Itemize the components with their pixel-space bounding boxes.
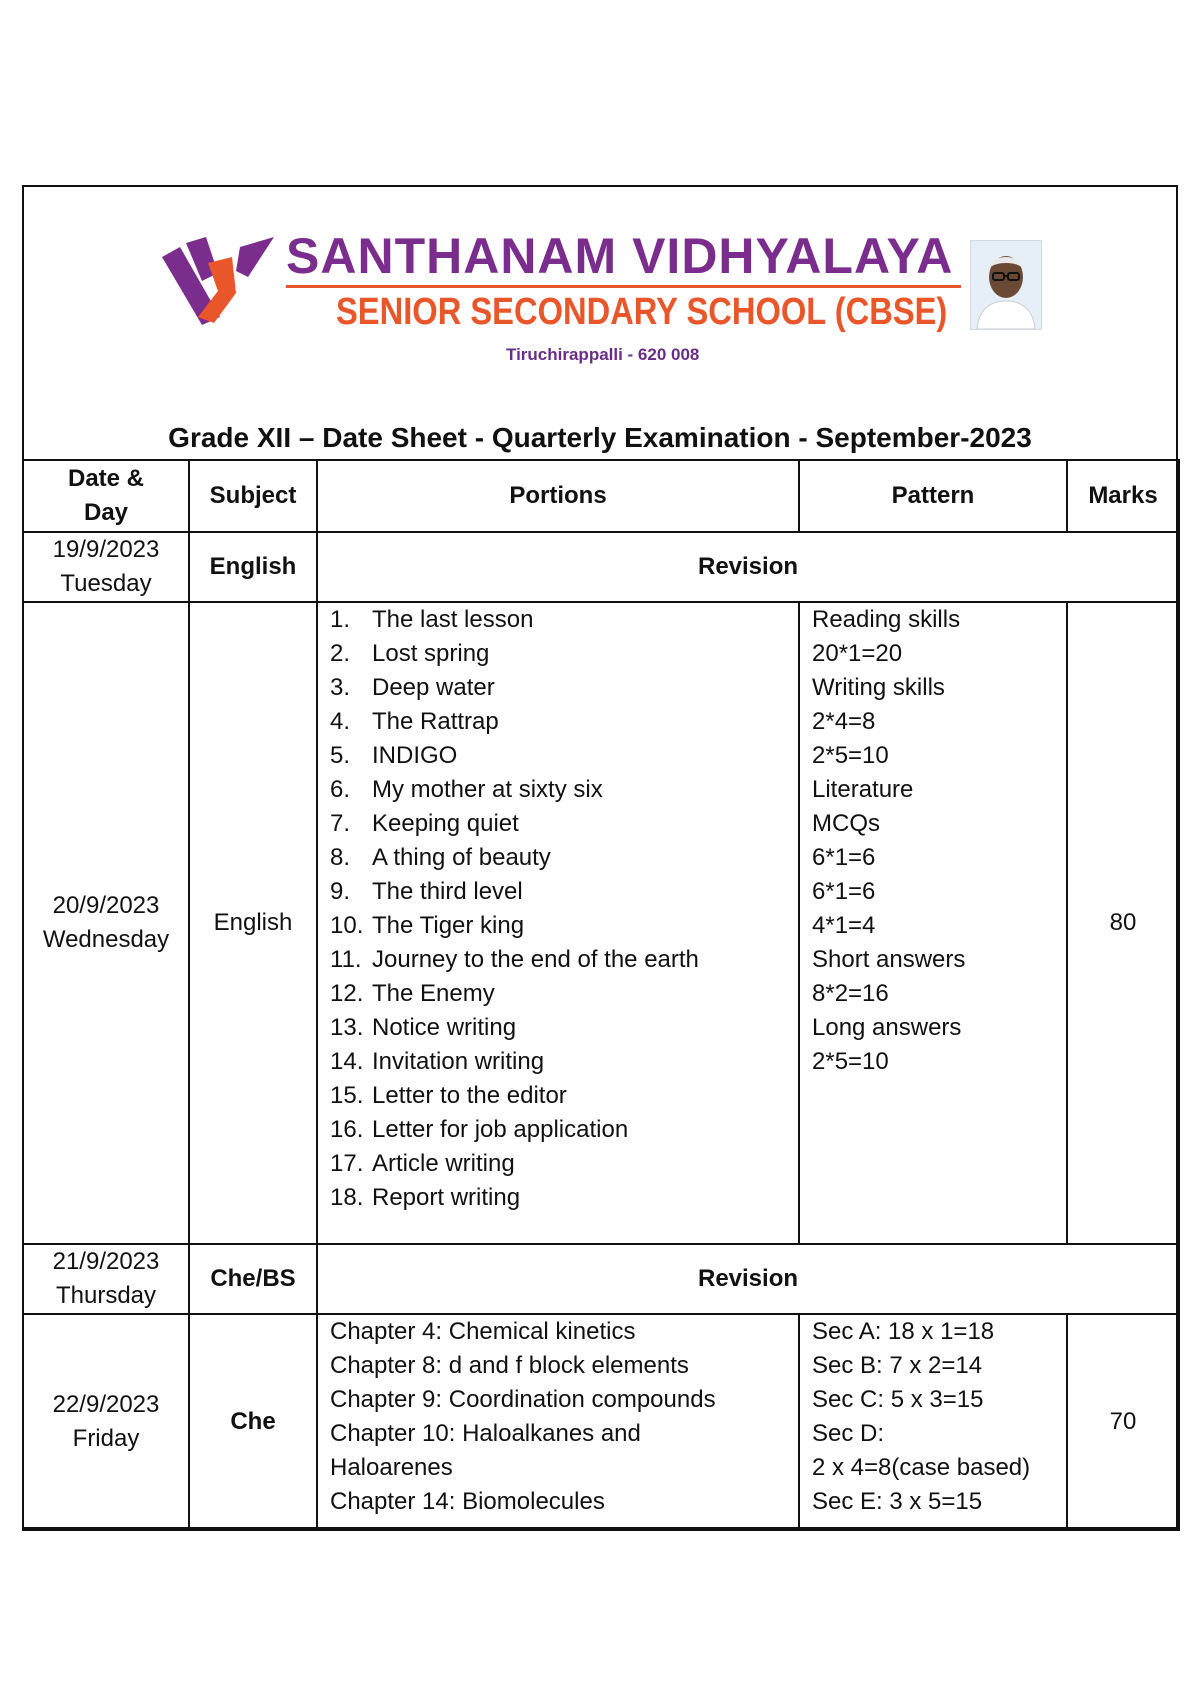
pattern-line: 2*4=8 — [812, 708, 876, 735]
school-city: Tiruchirappalli - 620 008 — [506, 345, 700, 364]
pattern-line: Writing skills — [812, 674, 945, 701]
item-text: Letter for job application — [372, 1116, 629, 1143]
header-rule — [286, 285, 961, 288]
item-text: Article writing — [372, 1150, 515, 1177]
day: Thursday — [55, 1282, 157, 1309]
pattern-line: 4*1=4 — [812, 912, 876, 939]
item-text: The Enemy — [372, 980, 495, 1007]
pattern-line: Literature — [812, 776, 914, 803]
item-text: The last lesson — [372, 606, 534, 633]
item-number: 14. — [330, 1048, 364, 1075]
pattern-line: Sec E: 3 x 5=15 — [812, 1488, 983, 1515]
school-header — [24, 187, 1176, 459]
list-item — [330, 773, 798, 807]
list-item — [330, 1181, 798, 1215]
portion-line: Haloarenes — [330, 1454, 453, 1481]
portions-cell — [317, 602, 799, 1244]
list-item — [330, 841, 798, 875]
pattern-line: Sec C: 5 x 3=15 — [812, 1386, 984, 1413]
col-date-line-1: Date & — [67, 465, 145, 492]
date-cell — [23, 1314, 189, 1530]
item-number: 2. — [330, 640, 351, 667]
table-row — [23, 1314, 1179, 1530]
list-item — [330, 671, 798, 705]
portion-line: Chapter 8: d and f block elements — [330, 1352, 689, 1379]
subject-cell: English — [189, 602, 317, 1244]
portion-line: Chapter 14: Biomolecules — [330, 1488, 605, 1515]
item-number: 18. — [330, 1184, 364, 1211]
pattern-line: 6*1=6 — [812, 844, 876, 871]
list-item — [330, 909, 798, 943]
date-sheet — [22, 185, 1178, 1529]
item-number: 13. — [330, 1014, 364, 1041]
item-text: Notice writing — [372, 1014, 517, 1041]
col-pattern-header: Pattern — [799, 460, 1067, 532]
pattern-line: Sec B: 7 x 2=14 — [812, 1352, 983, 1379]
date-cell — [23, 532, 189, 602]
list-item — [330, 977, 798, 1011]
item-number: 12. — [330, 980, 364, 1007]
list-item — [330, 943, 798, 977]
subject-cell: English — [189, 532, 317, 602]
item-text: Invitation writing — [372, 1048, 545, 1075]
date-cell — [23, 1244, 189, 1314]
pattern-line: 8*2=16 — [812, 980, 889, 1007]
item-number: 4. — [330, 708, 351, 735]
marks-cell: 70 — [1067, 1314, 1179, 1530]
subject-cell: Che — [189, 1314, 317, 1530]
item-number: 1. — [330, 606, 351, 633]
date: 20/9/2023 — [52, 892, 160, 919]
pattern-line: 6*1=6 — [812, 878, 876, 905]
item-text: A thing of beauty — [372, 844, 551, 871]
list-item — [330, 807, 798, 841]
item-number: 15. — [330, 1082, 364, 1109]
pattern-line: Sec D: — [812, 1420, 885, 1447]
marks-cell: 80 — [1067, 602, 1179, 1244]
item-number: 16. — [330, 1116, 364, 1143]
pattern-line: MCQs — [812, 810, 880, 837]
item-number: 9. — [330, 878, 351, 905]
table-row — [23, 1244, 1179, 1314]
list-item — [330, 705, 798, 739]
date: 19/9/2023 — [52, 536, 160, 563]
item-text: Letter to the editor — [372, 1082, 567, 1109]
school-name: SANTHANAM VIDHYALAYA — [286, 228, 954, 284]
col-subject-header: Subject — [189, 460, 317, 532]
revision-cell: Revision — [317, 1244, 1179, 1314]
item-number: 3. — [330, 674, 351, 701]
item-text: Report writing — [372, 1184, 521, 1211]
day: Wednesday — [42, 926, 170, 953]
col-marks-header: Marks — [1067, 460, 1179, 532]
portion-line: Chapter 4: Chemical kinetics — [330, 1318, 636, 1345]
item-text: Lost spring — [372, 640, 490, 667]
item-number: 8. — [330, 844, 351, 871]
date: 22/9/2023 — [52, 1391, 160, 1418]
item-text: Journey to the end of the earth — [372, 946, 699, 973]
item-number: 7. — [330, 810, 351, 837]
pattern-line: Short answers — [812, 946, 966, 973]
item-text: The Tiger king — [372, 912, 525, 939]
revision-cell: Revision — [317, 532, 1179, 602]
school-logo — [162, 237, 274, 325]
pattern-cell — [799, 1314, 1067, 1530]
list-item — [330, 1079, 798, 1113]
portion-line: Chapter 9: Coordination compounds — [330, 1386, 716, 1413]
table-row — [23, 602, 1179, 1244]
pattern-line: 20*1=20 — [812, 640, 903, 667]
list-item — [330, 637, 798, 671]
table-header-row — [23, 460, 1179, 532]
founder-portrait — [970, 240, 1042, 330]
date: 21/9/2023 — [52, 1248, 160, 1275]
item-text: My mother at sixty six — [372, 776, 603, 803]
pattern-line: Long answers — [812, 1014, 962, 1041]
item-text: Deep water — [372, 674, 495, 701]
pattern-line: 2*5=10 — [812, 1048, 889, 1075]
day: Friday — [72, 1425, 140, 1452]
school-subtitle: SENIOR SECONDARY SCHOOL (CBSE) — [336, 291, 948, 333]
list-item — [330, 875, 798, 909]
pattern-cell — [799, 602, 1067, 1244]
col-portions-header: Portions — [317, 460, 799, 532]
day: Tuesday — [60, 570, 152, 597]
list-item — [330, 1011, 798, 1045]
page-title: Grade XII – Date Sheet - Quarterly Examination - September-2023 — [168, 422, 1032, 453]
item-text: The Rattrap — [372, 708, 499, 735]
portions-cell — [317, 1314, 799, 1530]
exam-table — [22, 459, 1180, 1531]
col-date-header — [23, 460, 189, 532]
subject-cell: Che/BS — [189, 1244, 317, 1314]
col-date-line-2: Day — [83, 499, 129, 526]
item-number: 10. — [330, 912, 364, 939]
list-item — [330, 1045, 798, 1079]
item-text: The third level — [372, 878, 523, 905]
pattern-line: 2*5=10 — [812, 742, 889, 769]
list-item — [330, 739, 798, 773]
item-number: 6. — [330, 776, 351, 803]
date-cell — [23, 602, 189, 1244]
list-item — [330, 1113, 798, 1147]
pattern-line: 2 x 4=8(case based) — [812, 1454, 1031, 1481]
item-number: 11. — [330, 946, 362, 973]
pattern-line: Sec A: 18 x 1=18 — [812, 1318, 995, 1345]
item-text: Keeping quiet — [372, 810, 519, 837]
item-number: 5. — [330, 742, 351, 769]
item-number: 17. — [330, 1150, 364, 1177]
list-item — [330, 603, 798, 637]
portion-line: Chapter 10: Haloalkanes and — [330, 1420, 641, 1447]
item-text: INDIGO — [372, 742, 458, 769]
list-item — [330, 1147, 798, 1181]
pattern-line: Reading skills — [812, 606, 961, 633]
table-row — [23, 532, 1179, 602]
